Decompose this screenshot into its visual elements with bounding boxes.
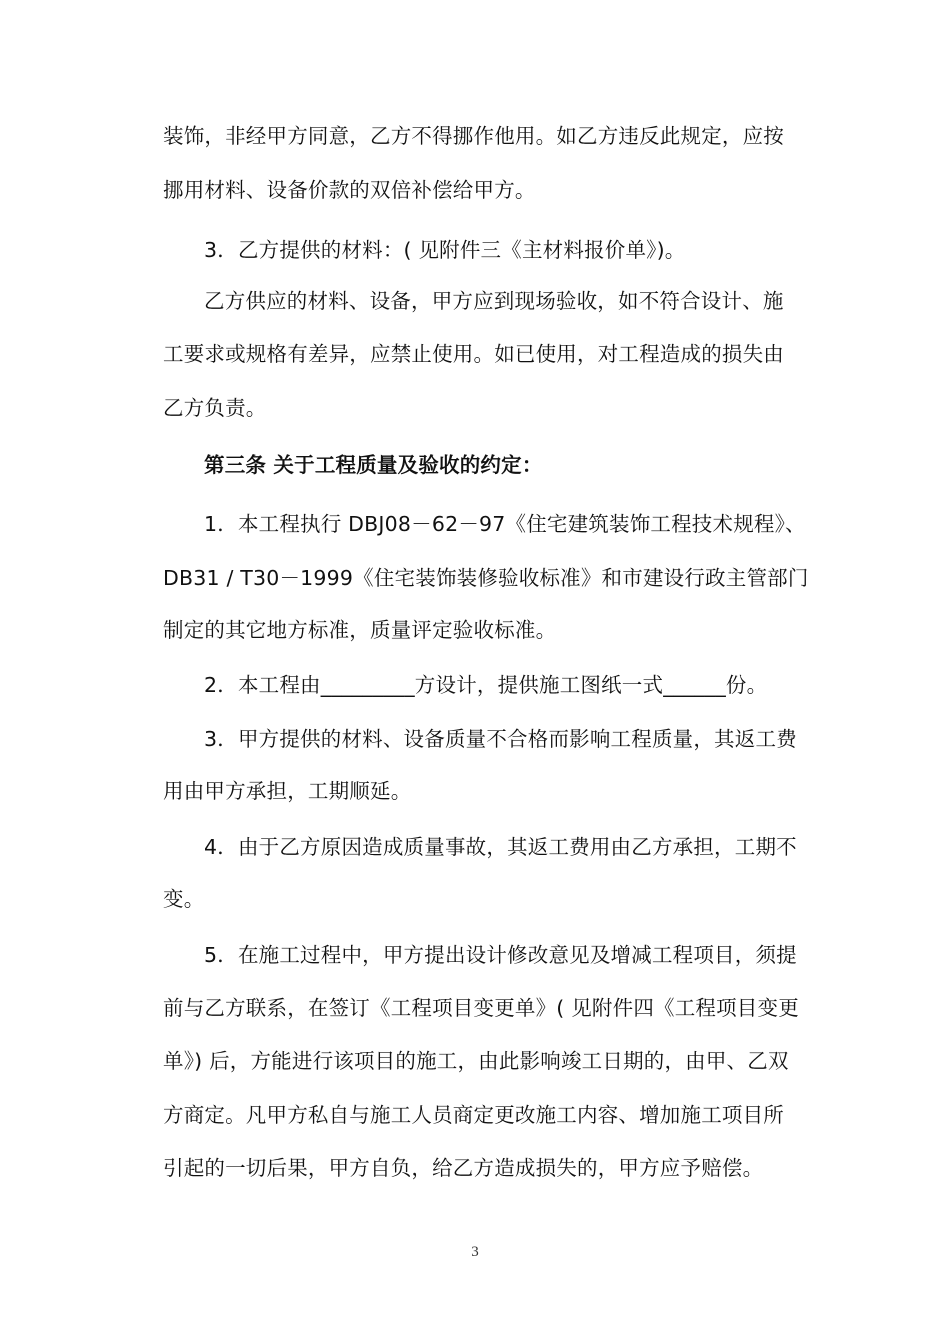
clause-3-materials: 3．乙方提供的材料：( 见附件三《主材料报价单》)。: [204, 238, 686, 262]
clause-4-line-2: 变。: [163, 887, 205, 911]
clause-3-line-1: 3．甲方提供的材料、设备质量不合格而影响工程质量，其返工费: [204, 727, 797, 751]
page-number: 3: [471, 1244, 479, 1260]
clause-1-line-3: 制定的其它地方标准，质量评定验收标准。: [163, 618, 557, 642]
clause-5-line-3: 单》) 后，方能进行该项目的施工，由此影响竣工日期的，由甲、乙双: [163, 1049, 789, 1073]
clause-1-line-1: 1．本工程执行 DBJ08－62－97《住宅建筑装饰工程技术规程》、: [204, 512, 806, 536]
clause-5-line-2: 前与乙方联系，在签订《工程项目变更单》( 见附件四《工程项目变更: [163, 996, 799, 1020]
article-3-heading: 第三条 关于工程质量及验收的约定：: [204, 453, 543, 477]
clause-5-line-1: 5．在施工过程中，甲方提出设计修改意见及增减工程项目，须提: [204, 943, 797, 967]
clause-2-design: 2．本工程由_________方设计，提供施工图纸一式______份。: [204, 673, 768, 697]
clause-5-line-5: 引起的一切后果，甲方自负，给乙方造成损失的，甲方应予赔偿。: [163, 1156, 764, 1180]
paragraph-line-2: 挪用材料、设备价款的双倍补偿给甲方。: [163, 178, 536, 202]
paragraph-line-4: 乙方供应的材料、设备，甲方应到现场验收，如不符合设计、施: [204, 289, 784, 313]
paragraph-line-6: 乙方负责。: [163, 396, 267, 420]
clause-4-line-1: 4．由于乙方原因造成质量事故，其返工费用由乙方承担，工期不: [204, 835, 797, 859]
clause-5-line-4: 方商定。凡甲方私自与施工人员商定更改施工内容、增加施工项目所: [163, 1103, 784, 1127]
paragraph-line-5: 工要求或规格有差异，应禁止使用。如已使用，对工程造成的损失由: [163, 342, 784, 366]
clause-3-line-2: 用由甲方承担，工期顺延。: [163, 779, 412, 803]
paragraph-line-1: 装饰，非经甲方同意，乙方不得挪作他用。如乙方违反此规定，应按: [163, 124, 784, 148]
clause-1-line-2: DB31 / T30－1999《住宅装饰装修验收标准》和市建设行政主管部门: [163, 566, 809, 590]
